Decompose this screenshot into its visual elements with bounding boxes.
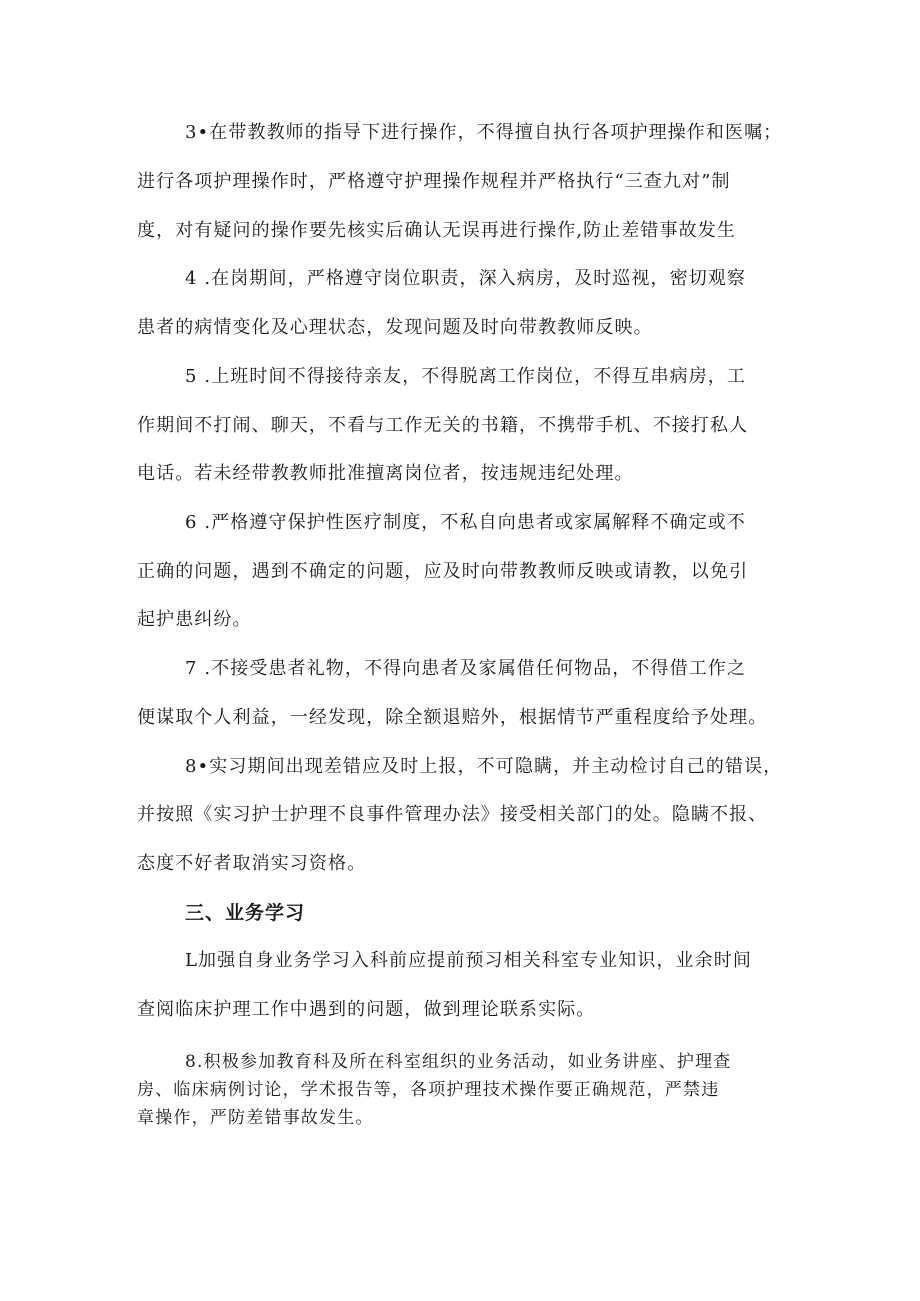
section-3-item-2-line-2: 房、临床病例讨论，学术报告等，各项护理技术操作要正确规范，严禁违 — [137, 1080, 720, 1100]
paragraph-6-line-2: 正确的问题，遇到不确定的问题，应及时向带教教师反映或请教，以免引 — [137, 561, 749, 582]
paragraph-7-line-1: 7 .不接受患者礼物，不得向患者及家属借任何物品，不得借工作之 — [185, 658, 746, 679]
paragraph-6-line-1: 6 .严格遵守保护性医疗制度，不私自向患者或家属解释不确定或不 — [185, 512, 746, 533]
paragraph-3-line-1: 3•在带教教师的指导下进行操作，不得擅自执行各项护理操作和医嘱； — [185, 122, 783, 143]
paragraph-3-line-3: 度，对有疑问的操作要先核实后确认无误再进行操作,防止差错事故发生 — [137, 220, 736, 241]
paragraph-8-line-2: 并按照《实习护士护理不良事件管理办法》接受相关部门的处。隐瞒不报、 — [137, 804, 768, 825]
paragraph-7-line-2: 便谋取个人利益，一经发现，除全额退赔外，根据情节严重程度给予处理。 — [137, 707, 768, 728]
paragraph-4-line-1: 4 .在岗期间，严格遵守岗位职责，深入病房，及时巡视，密切观察 — [185, 268, 746, 289]
section-3-item-2-line-3: 章操作，严防差错事故发生。 — [137, 1108, 374, 1128]
paragraph-4-line-2: 患者的病情变化及心理状态，发现问题及时向带教教师反映。 — [137, 317, 653, 338]
paragraph-5-line-1: 5 .上班时间不得接待亲友，不得脱离工作岗位，不得互串病房，工 — [185, 366, 746, 387]
paragraph-8-line-1: 8•实习期间出现差错应及时上报，不可隐瞒，并主动检讨自己的错误， — [185, 756, 783, 777]
paragraph-6-line-3: 起护患纠纷。 — [137, 609, 252, 630]
paragraph-8-line-3: 态度不好者取消实习资格。 — [137, 853, 367, 874]
section-3-item-1-line-1: L加强自身业务学习入科前应提前预习相关科室专业知识，业余时间 — [185, 950, 752, 971]
paragraph-5-line-2: 作期间不打闹、聊天，不看与工作无关的书籍，不携带手机、不接打私人 — [137, 415, 749, 436]
section-3-item-2-line-1: 8.积极参加教育科及所在科室组织的业务活动，如业务讲座、护理查 — [185, 1052, 732, 1072]
paragraph-3-line-2: 进行各项护理操作时，严格遵守护理操作规程并严格执行“三查九对”制 — [137, 171, 731, 192]
paragraph-5-line-3: 电话。若未经带教教师批准擅离岗位者，按违规违纪处理。 — [137, 463, 634, 484]
section-3-item-1-line-2: 查阅临床护理工作中遇到的问题，做到理论联系实际。 — [137, 999, 596, 1020]
section-3-heading: 三、业务学习 — [185, 902, 306, 924]
